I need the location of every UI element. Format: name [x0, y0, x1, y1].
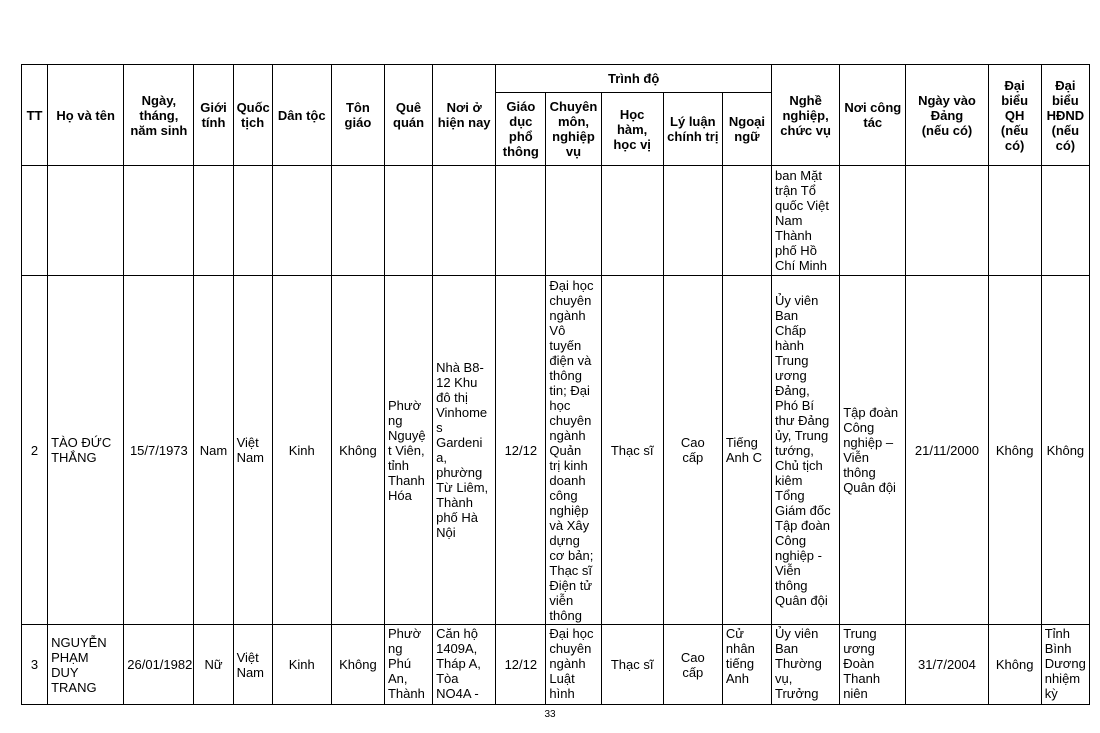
cell-dob: 15/7/1973 — [124, 276, 194, 625]
cell-na-delegate: Không — [988, 625, 1041, 705]
cell-residence: Nhà B8- 12 Khu đô thị Vinhome s Gardeni a, phường Từ Liêm, Thành phố Hà Nội — [433, 276, 496, 625]
header-na-delegate: Đại biểu QH (nếu có) — [988, 65, 1041, 166]
cell-name: TÀO ĐỨC THẮNG — [48, 276, 124, 625]
header-gender: Giới tính — [194, 65, 233, 166]
cell-gender: Nữ — [194, 625, 233, 705]
cell-hometown: Phườ ng Phú An, Thành — [384, 625, 432, 705]
table-row — [22, 625, 1090, 705]
cell-council-delegate: Tỉnh Bình Dương nhiệm kỳ — [1041, 625, 1089, 705]
cell-residence: Căn hộ 1409A, Tháp A, Tòa NO4A - — [433, 625, 496, 705]
cell-ethnicity: Kinh — [272, 276, 331, 625]
cell-language: Tiếng Anh C — [722, 276, 771, 625]
header-row-1 — [22, 65, 1090, 93]
cell-ethnicity: Kinh — [272, 625, 331, 705]
cell-occupation: Ủy viên Ban Chấp hành Trung ương Đảng, Phó Bí thư Đảng ủy, Trung tướng, Chủ tịch kiêm Tổng Giám đốc Tập đoàn Công nghiệp - Viễn thông Quân đội — [772, 276, 840, 625]
cell-occupation: ban Mặt trận Tổ quốc Việt Nam Thành phố Hồ Chí Minh — [772, 166, 840, 276]
table-row — [22, 276, 1090, 625]
cell-nationality: Việt Nam — [233, 625, 272, 705]
cell-party-date: 21/11/2000 — [906, 276, 988, 625]
header-nationality: Quốc tịch — [233, 65, 272, 166]
cell-religion: Không — [331, 276, 384, 625]
header-ethnicity: Dân tộc — [272, 65, 331, 166]
cell-name: NGUYỄN PHẠM DUY TRANG — [48, 625, 124, 705]
cell-workplace: Tập đoàn Công nghiệp – Viễn thông Quân đội — [840, 276, 906, 625]
header-tt: TT — [22, 65, 48, 166]
header-workplace: Nơi công tác — [840, 65, 906, 166]
header-religion: Tôn giáo — [331, 65, 384, 166]
cell-political: Cao cấp — [663, 276, 722, 625]
header-hometown: Quê quán — [384, 65, 432, 166]
cell-specialty: Đại học chuyên ngành Luật hình — [546, 625, 601, 705]
header-party-date: Ngày vào Đảng (nếu có) — [906, 65, 988, 166]
cell-na-delegate: Không — [988, 276, 1041, 625]
cell-dob: 26/01/1982 — [124, 625, 194, 705]
header-council-delegate: Đại biểu HĐND (nếu có) — [1041, 65, 1089, 166]
header-occupation: Nghề nghiệp, chức vụ — [772, 65, 840, 166]
candidate-table — [21, 64, 1090, 705]
header-name: Họ và tên — [48, 65, 124, 166]
header-political: Lý luận chính trị — [663, 93, 722, 166]
cell-workplace: Trung ương Đoàn Thanh niên — [840, 625, 906, 705]
cell-tt: 3 — [22, 625, 48, 705]
cell-language: Cử nhân tiếng Anh — [722, 625, 771, 705]
cell-general-edu: 12/12 — [496, 276, 546, 625]
cell-general-edu: 12/12 — [496, 625, 546, 705]
cell-occupation: Ủy viên Ban Thường vụ, Trưởng — [772, 625, 840, 705]
cell-council-delegate: Không — [1041, 276, 1089, 625]
cell-specialty: Đại học chuyên ngành Vô tuyến điện và thông tin; Đại học chuyên ngành Quản trị kinh doanh công nghiệp và Xây dựng cơ bản; Thạc sĩ Điện tử viễn thông — [546, 276, 601, 625]
header-language: Ngoại ngữ — [722, 93, 771, 166]
header-general-edu: Giáo dục phổ thông — [496, 93, 546, 166]
header-education-group: Trình độ — [496, 65, 772, 93]
header-residence: Nơi ở hiện nay — [433, 65, 496, 166]
header-dob: Ngày, tháng, năm sinh — [124, 65, 194, 166]
table-row-continuation — [22, 166, 1090, 276]
cell-tt: 2 — [22, 276, 48, 625]
cell-party-date: 31/7/2004 — [906, 625, 988, 705]
cell-nationality: Việt Nam — [233, 276, 272, 625]
cell-political: Cao cấp — [663, 625, 722, 705]
cell-religion: Không — [331, 625, 384, 705]
cell-gender: Nam — [194, 276, 233, 625]
cell-degree: Thạc sĩ — [601, 276, 663, 625]
page-number: 33 — [544, 709, 556, 720]
header-degree: Học hàm, học vị — [601, 93, 663, 166]
cell-degree: Thạc sĩ — [601, 625, 663, 705]
cell-hometown: Phườ ng Nguyệ t Viên, tỉnh Thanh Hóa — [384, 276, 432, 625]
header-specialty: Chuyên môn, nghiệp vụ — [546, 93, 601, 166]
